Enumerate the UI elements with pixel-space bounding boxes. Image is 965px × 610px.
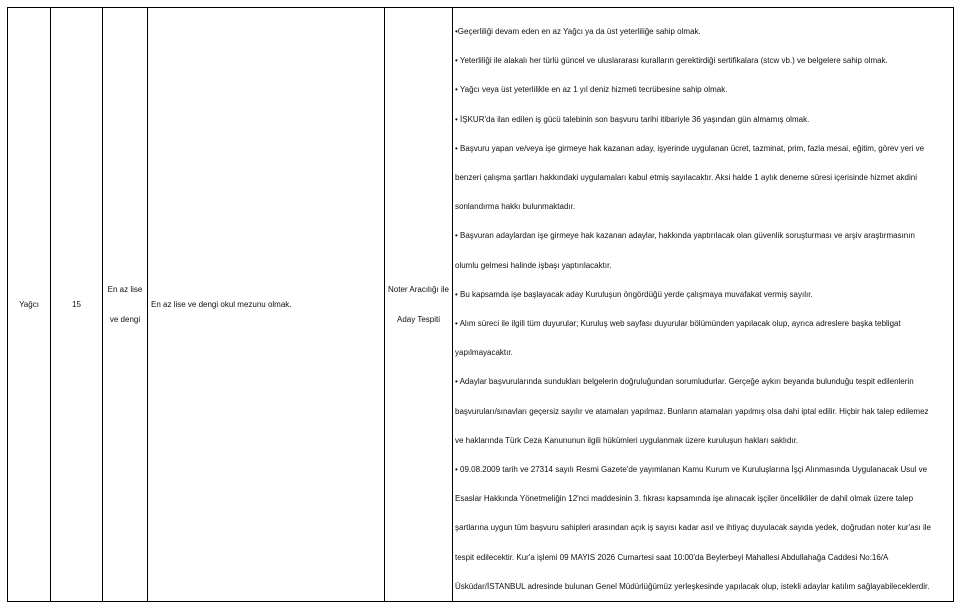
position-count: 15 (72, 299, 81, 309)
method-cell (385, 8, 453, 602)
condition-line: •Geçerliliği devam eden en az Yağcı ya da üst yeterliliğe sahip olmak. (455, 27, 701, 36)
condition-line: • Bu kapsamda işe başlayacak aday Kuruluşun öngördüğü yerde çalışmaya muvafakat vermiş sayılır. (455, 289, 813, 299)
condition-line: • Alım süreci ile ilgili tüm duyurular; Kuruluş web sayfası duyurular bölümünden yapılacak olup, ayrıca adreslere başka tebligat (455, 319, 901, 329)
selection-method (385, 275, 452, 333)
position-title: Yağcı (19, 299, 39, 309)
condition-line: • Yağcı veya üst yeterlilikle en az 1 yıl deniz hizmeti tecrübesine sahip olmak. (455, 85, 728, 95)
condition-line: olumlu gelmesi halinde işbaşı yaptırılacaktır. (455, 260, 612, 270)
table-row (8, 8, 954, 602)
conditions-cell (453, 8, 954, 602)
condition-line: • İŞKUR'da ilan edilen iş gücü talebinin son başvuru tarihi itibariyle 36 yaşından gün almamış olmak. (455, 114, 810, 124)
condition-line: sonlandırma hakkı bulunmaktadır. (455, 202, 576, 212)
condition-line: • Başvuran adaylardan işe girmeye hak kazanan adaylar, hakkında yaptırılacak olan güvenlik soruşturması ve arşiv araştırmasının (455, 231, 915, 241)
method-line-2: Aday Tespiti (397, 314, 440, 324)
conditions-list (455, 17, 951, 601)
condition-line: başvuruları/sınavları geçersiz sayılır ve atamaları yapılmaz. Bunların atamaları yapılmış olsa dahi iptal edilir. Hiçbir hak talep edilemez (455, 406, 929, 416)
condition-line: Üsküdar/İSTANBUL adresinde bulunan Genel Müdürlüğümüz yerleşkesinde yapılacak olup, istekli adaylar katılım sağlayabileceklerdir. (455, 581, 930, 591)
job-listing-table (7, 7, 954, 602)
education-requirement (103, 275, 147, 333)
condition-line: • Başvuru yapan ve/veya işe girmeye hak kazanan aday, işyerinde uygulanan ücret, tazminat, prim, fazla mesai, eğitim, görev yeri ve (455, 143, 925, 153)
condition-line: Esaslar Hakkında Yönetmeliğin 12'nci maddesinin 3. fıkrası kapsamında işe alınacak işçiler öncelikliler de dahil olmak üzere talep (455, 494, 914, 504)
method-line-1: Noter Aracılığı ile (388, 285, 449, 295)
qualification-text: En az lise ve dengi okul mezunu olmak. (151, 299, 292, 309)
position-cell (8, 8, 51, 602)
condition-line: • 09.08.2009 tarih ve 27314 sayılı Resmi Gazete'de yayımlanan Kamu Kurum ve Kuruluşlarına İşçi Alınmasında Uygulanacak Usul ve (455, 465, 928, 475)
education-cell (103, 8, 148, 602)
condition-line: yapılmayacaktır. (455, 348, 513, 358)
condition-line: • Yeterliliği ile alakalı her türlü güncel ve uluslararası kuralların gerektirdiği sertifikalara (stcw vb.) ve belgelere sahip olmak. (455, 56, 888, 66)
education-line-1: En az lise (107, 285, 143, 295)
condition-line: benzeri çalışma şartları hakkındaki uygulamaları kabul etmiş sayılacaktır. Aksi halde 1 aylık deneme süresi içerisinde hizmet akdini (455, 173, 917, 183)
qualification-cell (148, 8, 385, 602)
condition-line: • Adaylar başvurularında sundukları belgelerin doğruluğundan sorumludurlar. Gerçeğe aykırı beyanda bulunduğu tespit edilenlerin (455, 377, 914, 387)
count-cell (51, 8, 103, 602)
condition-line: ve haklarında Türk Ceza Kanununun ilgili hükümleri uygulanmak üzere kuruluşun hakları saklıdır. (455, 435, 799, 445)
condition-line: tespit edilecektir. Kur'a işlemi 09 MAYIS 2026 Cumartesi saat 10:00'da Beylerbeyi Mahallesi Abdullahağa Caddesi No:16/A (455, 552, 889, 562)
condition-line: şartlarına uygun tüm başvuru sahipleri arasından açık iş sayısı kadar asıl ve ihtiyaç duyulacak sayıda yedek, doğrudan noter kur'ası ile (455, 523, 931, 533)
education-line-2: ve dengi (109, 314, 141, 324)
